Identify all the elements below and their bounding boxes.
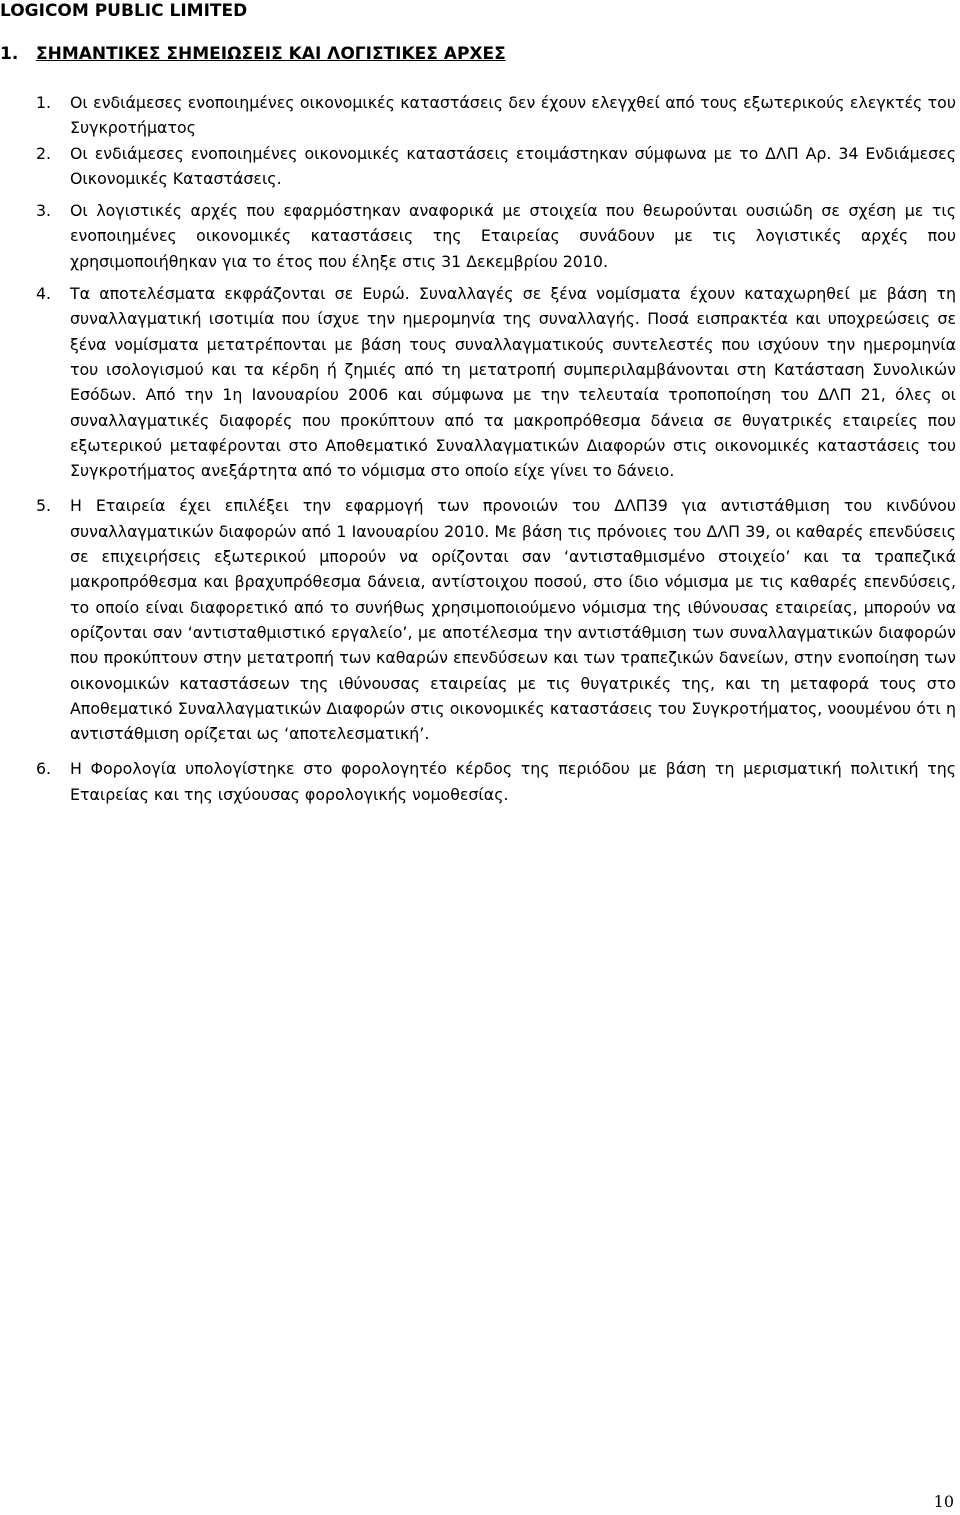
note-text: Οι ενδιάμεσες ενοποιημένες οικονομικές καταστάσεις δεν έχουν ελεγχθεί από τους εξωτερικούς ελεγκτές του Συγκροτήματος: [70, 93, 956, 138]
note-text: Οι ενδιάμεσες ενοποιημένες οικονομικές καταστάσεις ετοιμάστηκαν σύμφωνα με το ΔΛΠ Αρ. 34 Ενδιάμεσες Οικονομικές Καταστάσεις.: [70, 143, 956, 188]
note-item: [0, 198, 956, 274]
note-number: 2.: [36, 143, 52, 163]
section-title: ΣΗΜΑΝΤΙΚΕΣ ΣΗΜΕΙΩΣΕΙΣ ΚΑΙ ΛΟΓΙΣΤΙΚΕΣ ΑΡΧΕΣ: [36, 44, 506, 64]
notes-list: [0, 90, 956, 814]
note-number: 4.: [36, 284, 52, 304]
note-item: [0, 90, 956, 141]
note-number: 6.: [36, 759, 52, 779]
note-number: 1.: [36, 93, 52, 112]
page-number: 10: [933, 1492, 954, 1511]
note-text: Η Φορολογία υπολογίστηκε στο φορολογητέο κέρδος της περιόδου με βάση τη μερισματική πολιτική της Εταιρείας και της ισχύουσας φορολογικής νομοθεσίας.: [70, 759, 956, 804]
note-item: [0, 756, 956, 807]
note-text: Οι λογιστικές αρχές που εφαρμόστηκαν αναφορικά με στοιχεία που θεωρούνται ουσιώδη σε σχέση με τις ενοποιημένες οικονομικές καταστάσεις της Εταιρείας συνάδουν με τις λογιστικές αρχές που χρησιμοποιήθηκαν για το έτος που έληξε στις 31 Δεκεμβρίου 2010.: [70, 201, 956, 271]
note-number: 3.: [36, 201, 52, 221]
note-item: [0, 281, 956, 483]
note-item: [0, 141, 956, 192]
note-item: [0, 493, 956, 746]
section-number: 1.: [0, 44, 19, 64]
section-heading: [0, 43, 506, 65]
note-text: Τα αποτελέσματα εκφράζονται σε Ευρώ. Συναλλαγές σε ξένα νομίσματα έχουν καταχωρηθεί με βάση τη συναλλαγματική ισοτιμία που ίσχυε την ημερομηνία της συναλλαγής. Ποσά εισπρακτέα και υποχρεώσεις σε ξένα νομίσματα μετατρέπονται με βάση τους συναλλαγματικούς συντελεστές που ισχύουν την ημερομηνία του ισολογισμού και τα κέρδη ή ζημιές από τη μετατροπή συμπεριλαμβάνονται στη Κατάσταση Συνολικών Εσόδων. Από την 1η Ιανουαρίου 2006 και σύμφωνα με την τελευταία τροποποίηση του ΔΛΠ 21, όλες οι συναλλαγματικές διαφορές που προκύπτουν από τα μακροπρόθεσμα δάνεια σε θυγατρικές εταιρείες που εξωτερικού μεταφέρονται στο Αποθεματικό Συναλλαγματικών Διαφορών στις οικονομικές καταστάσεις του Συγκροτήματος ανεξάρτητα από το νόμισμα στο οποίο είχε γίνει το δάνειο.: [70, 284, 956, 481]
note-number: 5.: [36, 496, 52, 516]
company-name: LOGICOM PUBLIC LIMITED: [0, 1, 248, 21]
note-text: Η Εταιρεία έχει επιλέξει την εφαρμογή των προνοιών του ΔΛΠ39 για αντιστάθμιση του κινδύνου συναλλαγματικών διαφορών από 1 Ιανουαρίου 2010. Με βάση τις πρόνοιες του ΔΛΠ 39, οι καθαρές επενδύσεις σε επιχειρήσεις εξωτερικού μπορούν να ορίζονται σαν ‘αντισταθμισμένο στοιχείο’ και τα τραπεζικά μακροπρόθεσμα και βραχυπρόθεσμα δάνεια, αντίστοιχου ποσού, στο ίδιο νόμισμα με τις καθαρές επενδύσεις, το οποίο είναι διαφορετικό από το συνήθως χρησιμοποιούμενο νόμισμα της ιθύνουσας εταιρείας, μπορούν να ορίζονται σαν ‘αντισταθμιστικό εργαλείο’, με αποτέλεσμα την αντιστάθμιση των συναλλαγματικών διαφορών που προκύπτουν στην μετατροπή των καθαρών επενδύσεων και των τραπεζικών δανείων, στην ενοποίηση των οικονομικών καταστάσεων της ιθύνουσας εταιρείας με τις θυγατρικές της, και τη μεταφορά τους στο Αποθεματικό Συναλλαγματικών Διαφορών στις οικονομικές καταστάσεις του Συγκροτήματος, νοουμένου ότι η αντιστάθμιση ορίζεται ως ‘αποτελεσματική’.: [70, 496, 956, 744]
